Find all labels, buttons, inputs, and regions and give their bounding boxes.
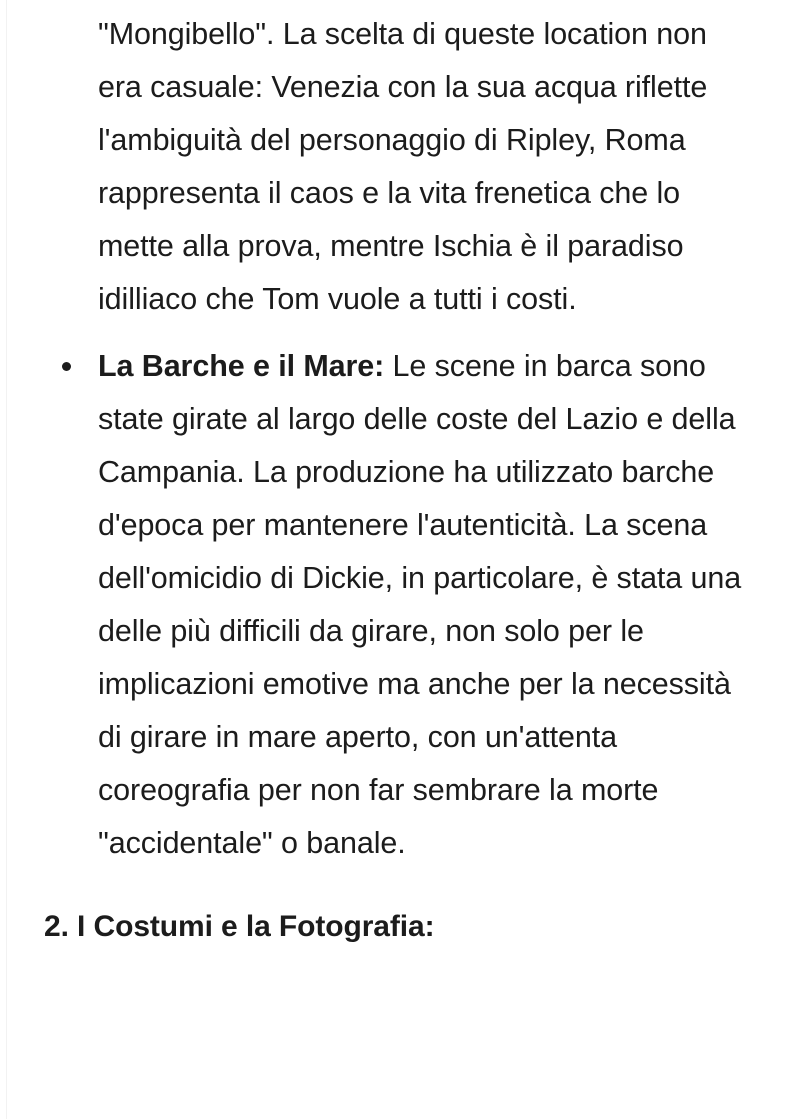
page-left-edge	[0, 0, 7, 1119]
bullet-list	[44, 340, 764, 870]
list-item	[44, 340, 764, 870]
list-item-paragraph	[98, 340, 758, 870]
list-item-lead: La Barche e il Mare:	[98, 349, 385, 383]
bullet-point-icon	[62, 362, 71, 371]
section-heading: 2. I Costumi e la Fotografia:	[44, 910, 435, 943]
paragraph-continued: "Mongibello". La scelta di queste location non era casuale: Venezia con la sua acqua riflette l'ambiguità del personaggio di Ripley, Roma rappresenta il caos e la vita frenetica che lo mette alla prova, mentre Ischia è il paradiso idilliaco che Tom vuole a tutti i costi.	[98, 17, 708, 316]
list-item-text: Le scene in barca sono state girate al largo delle coste del Lazio e della Campania. La produzione ha utilizzato barche d'epoca per mantenere l'autenticità. La scena dell'omicidio di Dickie, in particolare, è stata una delle più difficili da girare, non solo per le implicazioni emotive ma anche per la necessità di girare in mare aperto, con un'attenta coreografia per non far sembrare la morte "accidentale" o banale.	[98, 349, 742, 860]
